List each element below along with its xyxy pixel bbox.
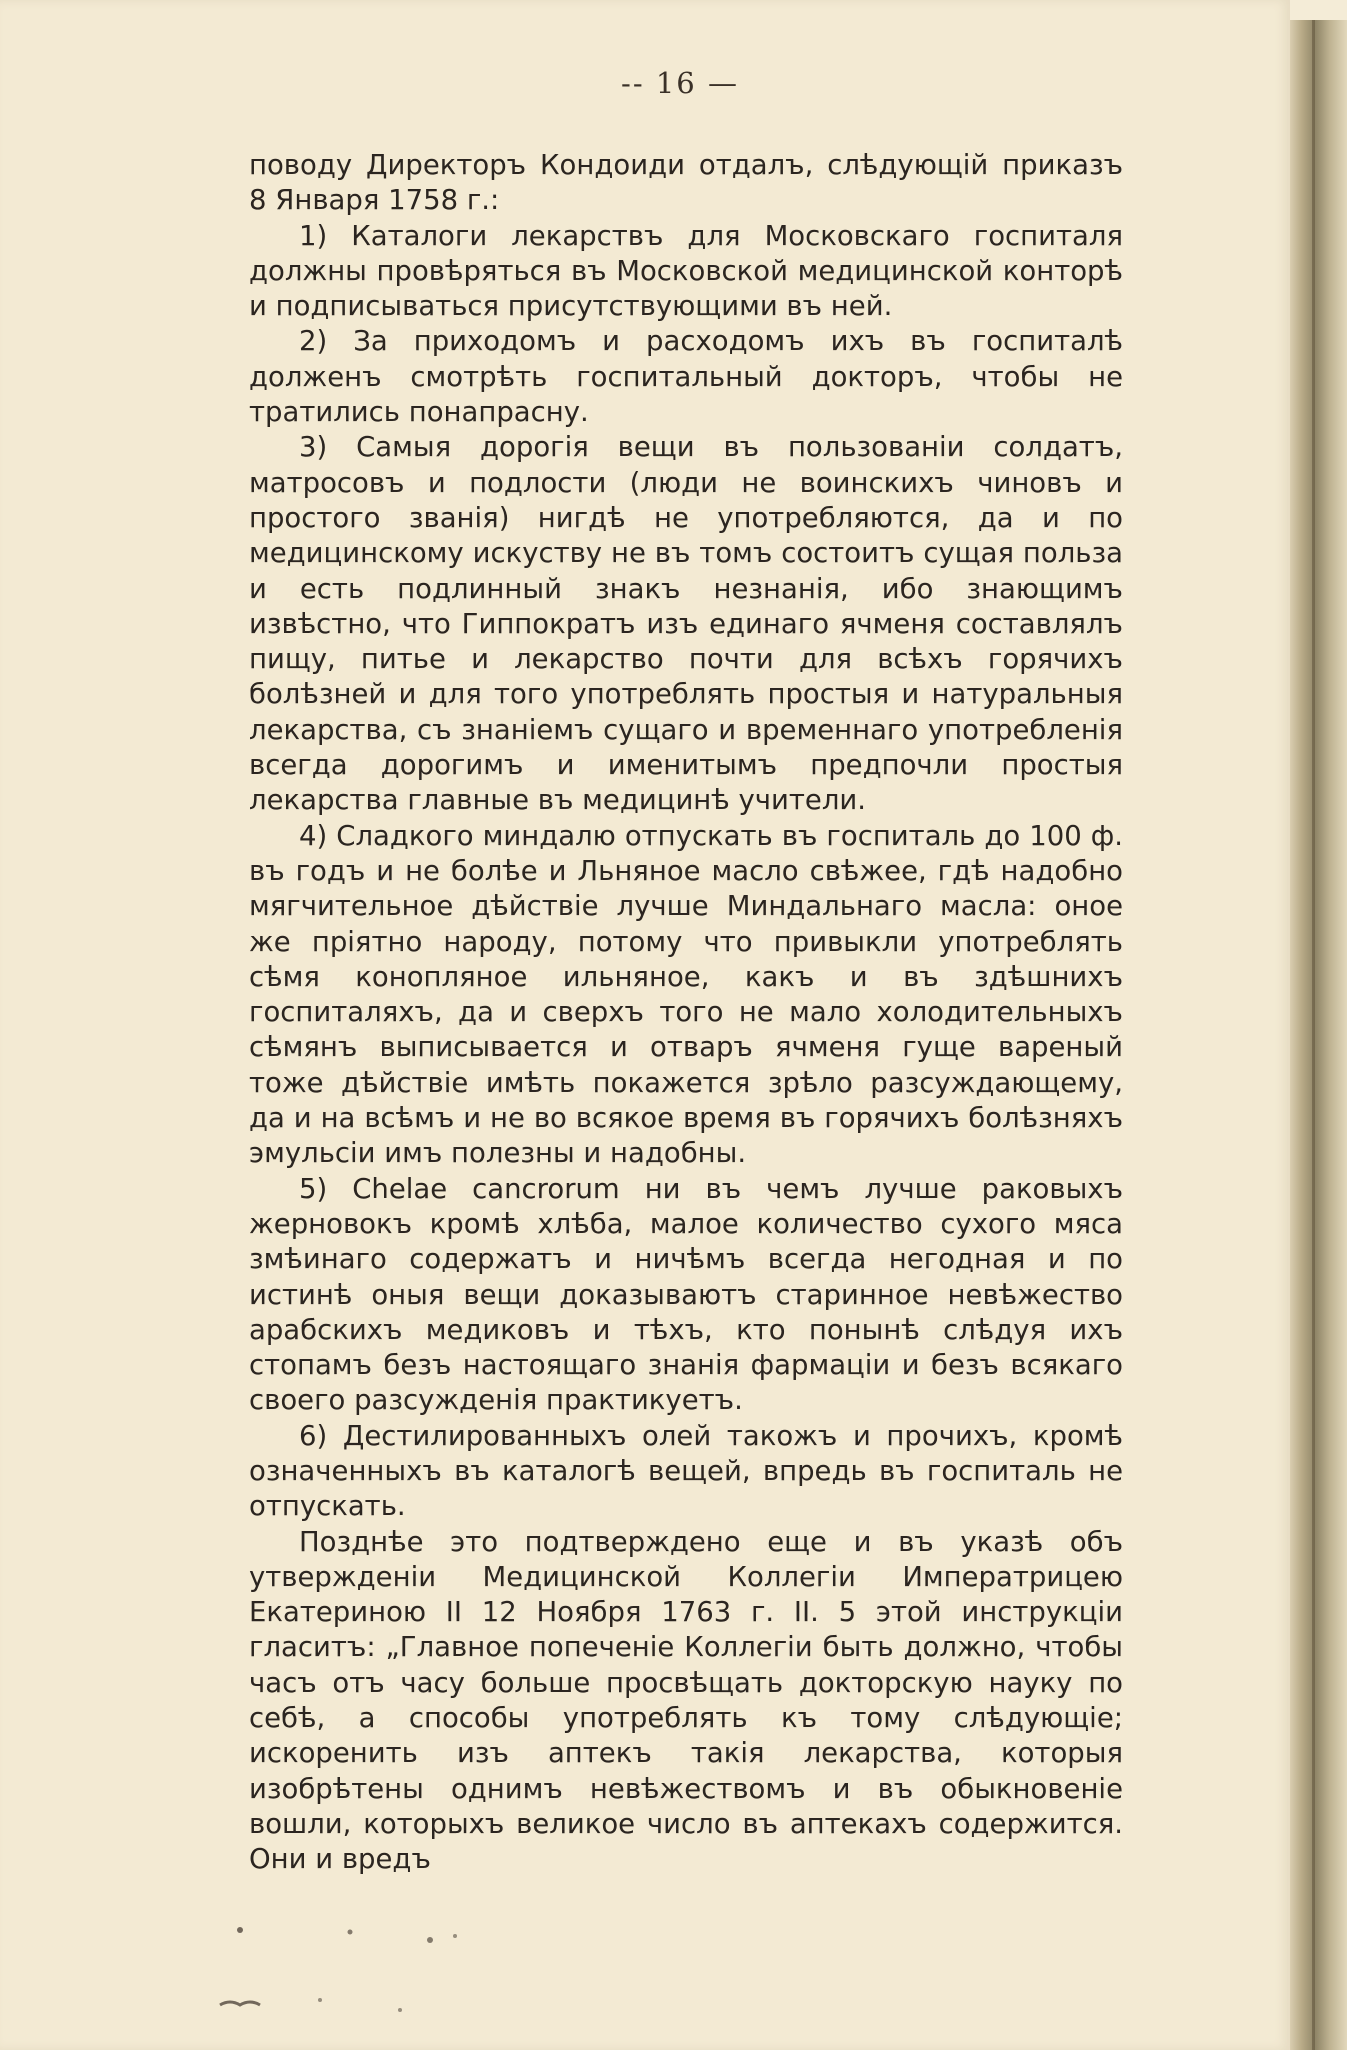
ink-stains xyxy=(200,1870,600,2030)
page-number: -- 16 — xyxy=(621,66,739,100)
paragraph-item-6: 6) Дестилированныхъ олей такожъ и прочихъ, кромѣ означенныхъ въ каталогѣ вещей, впредь въ госпиталь не отпускать. xyxy=(249,1419,1123,1523)
paragraph-item-4: 4) Сладкого миндалю отпускать въ госпиталь до 100 ф. въ годъ и не болѣе и Льняное масло свѣжее, гдѣ надобно мягчительное дѣйствіе лучше Миндальнаго масла: оное же пріятно народу, потому что привыкли употреблять сѣмя конопляное ильняное, какъ и въ здѣшнихъ госпиталяхъ, да и сверхъ того не мало холодительныхъ сѣмянъ выписывается и отваръ ячменя гуще вареный тоже дѣйствіе имѣть покажется зрѣло разсуждающему, да и на всѣмъ и не во всякое время въ горячихъ болѣзняхъ эмульсіи имъ полезны и надобны. xyxy=(249,819,1123,1170)
book-binding xyxy=(1290,20,1347,2050)
paragraph-item-5: 5) Chelae cancrorum ни въ чемъ лучше раковыхъ жерновокъ кромѣ хлѣба, малое количество сухого мяса змѣинаго содержатъ и ничѣмъ всегда негодная и по истинѣ оныя вещи доказываютъ старинное невѣжество арабскихъ медиковъ и тѣхъ, кто понынѣ слѣдуя ихъ стопамъ безъ настоящаго знанія фармаціи и безъ всякаго своего разсужденія практикуетъ. xyxy=(249,1172,1123,1417)
paragraph-item-2: 2) За приходомъ и расходомъ ихъ въ госпиталѣ долженъ смотрѣть госпитальный докторъ, чтобы не тратились понапрасну. xyxy=(249,325,1123,429)
body-text xyxy=(249,148,1123,1878)
paragraph-item-3: 3) Самыя дорогія вещи въ пользованіи солдатъ, матросовъ и подлости (люди не воинскихъ чиновъ и простого званія) нигдѣ не употребляются, да и по медицинскому искуству не въ томъ состоитъ сущая польза и есть подлинный знакъ незнанія, ибо знающимъ извѣстно, что Гиппократъ изъ единаго ячменя составлялъ пищу, питье и лекарство почти для всѣхъ горячихъ болѣзней и для того употреблять простыя и натуральныя лекарства, съ знаніемъ сущаго и временнаго употребленія всегда дорогимъ и именитымъ предпочли простыя лекарства главные въ медицинѣ учители. xyxy=(249,431,1123,817)
paragraph-later: Позднѣе это подтверждено еще и въ указѣ объ утвержденіи Медицинской Коллегіи Императрицею Екатериною II 12 Ноября 1763 г. II. 5 этой инструкціи гласитъ: „Главное попеченіе Коллегіи быть должно, чтобы часъ отъ часу больше просвѣщать докторскую науку по себѣ, а способы употреблять къ тому слѣдующіе; искоренить изъ аптекъ такія лекарства, которыя изобрѣтены однимъ невѣжествомъ и въ обыкновеніе вошли, которыхъ великое число въ аптекахъ содержится. Они и вредъ xyxy=(249,1525,1123,1876)
paragraph-intro: поводу Директоръ Кондоиди отдалъ, слѣдующій приказъ 8 Января 1758 г.: xyxy=(249,149,1123,217)
paragraph-item-1: 1) Каталоги лекарствъ для Московскаго госпиталя должны провѣряться въ Московской медицинской конторѣ и подписываться присутствующими въ ней. xyxy=(249,219,1123,323)
